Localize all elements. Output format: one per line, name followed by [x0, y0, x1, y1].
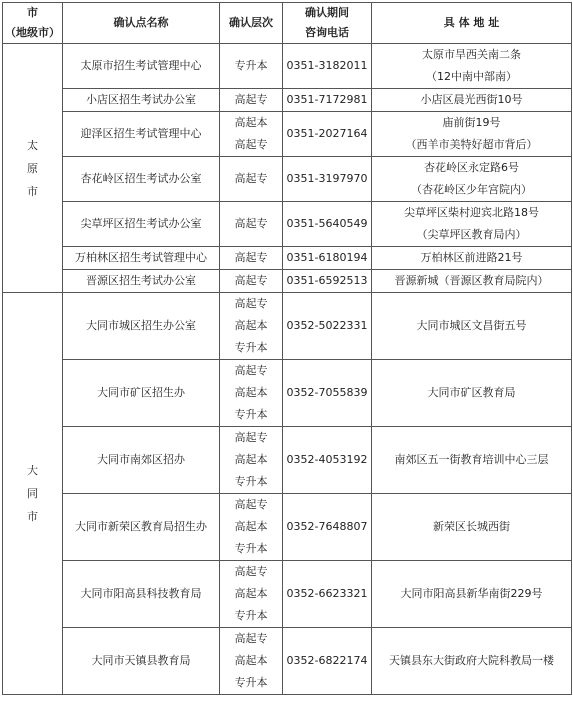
table-row — [3, 44, 572, 89]
address-cell — [372, 561, 572, 628]
level-cell — [220, 360, 283, 427]
phone-cell: 0351-3182011 — [283, 44, 372, 89]
level-item: 高起专 — [234, 172, 268, 185]
address-line: 大同市矿区教育局 — [427, 386, 516, 399]
address-line: 庙前街19号 — [442, 116, 501, 129]
city-char: 同 — [27, 487, 38, 500]
level-cell — [220, 247, 283, 270]
city-char: 大 — [27, 464, 38, 477]
address-line: 小店区晨光西街10号 — [420, 93, 523, 106]
point-name: 大同市阳高县科技教育局 — [63, 561, 220, 628]
level-cell — [220, 561, 283, 628]
table-row — [3, 89, 572, 112]
level-item: 高起专 — [234, 138, 268, 151]
table-row — [3, 494, 572, 561]
level-item: 高起专 — [234, 93, 268, 106]
header-city-line1: 市 — [27, 6, 38, 19]
phone-cell: 0352-7055839 — [283, 360, 372, 427]
address-cell — [372, 44, 572, 89]
point-name: 万柏林区招生考试管理中心 — [63, 247, 220, 270]
confirmation-points-table — [2, 2, 572, 695]
point-name: 太原市招生考试管理中心 — [63, 44, 220, 89]
address-line: 大同市阳高县新华南街229号 — [400, 587, 543, 600]
level-item: 高起本 — [234, 116, 268, 129]
level-item: 高起专 — [234, 565, 268, 578]
level-item: 专升本 — [234, 341, 268, 354]
level-cell — [220, 427, 283, 494]
level-item: 高起专 — [234, 217, 268, 230]
level-cell — [220, 157, 283, 202]
point-name: 大同市城区招生办公室 — [63, 293, 220, 360]
header-phone-line1: 确认期间 — [305, 6, 349, 19]
level-item: 高起专 — [234, 498, 268, 511]
city-cell — [3, 44, 63, 293]
address-line: 尖草坪区柴村迎宾北路18号 — [404, 206, 539, 219]
address-line: 太原市旱西关南二条 — [422, 48, 521, 61]
table-row — [3, 202, 572, 247]
table-row — [3, 293, 572, 360]
address-line: （尖草坪区教育局内） — [416, 228, 527, 241]
level-item: 高起专 — [234, 431, 268, 444]
level-item: 高起专 — [234, 251, 268, 264]
level-item: 专升本 — [234, 609, 268, 622]
header-phone-line2: 咨询电话 — [305, 26, 349, 39]
address-cell — [372, 157, 572, 202]
city-cell — [3, 293, 63, 695]
phone-cell: 0352-6623321 — [283, 561, 372, 628]
address-line: 新荣区长城西街 — [433, 520, 510, 533]
level-item: 专升本 — [234, 59, 268, 72]
header-address: 具 体 地 址 — [372, 3, 572, 44]
header-name: 确认点名称 — [63, 3, 220, 44]
level-item: 专升本 — [234, 542, 268, 555]
header-level: 确认层次 — [220, 3, 283, 44]
address-line: 大同市城区文昌街五号 — [416, 319, 527, 332]
city-char: 原 — [27, 161, 38, 175]
level-item: 专升本 — [234, 475, 268, 488]
level-item: 高起专 — [234, 297, 268, 310]
address-cell — [372, 628, 572, 695]
level-item: 高起专 — [234, 364, 268, 377]
point-name: 迎泽区招生考试管理中心 — [63, 112, 220, 157]
point-name: 尖草坪区招生考试办公室 — [63, 202, 220, 247]
table-row — [3, 360, 572, 427]
level-cell — [220, 112, 283, 157]
level-cell — [220, 202, 283, 247]
header-phone — [283, 3, 372, 44]
level-cell — [220, 270, 283, 293]
level-item: 高起本 — [234, 386, 268, 399]
phone-cell: 0352-5022331 — [283, 293, 372, 360]
phone-cell: 0351-3197970 — [283, 157, 372, 202]
level-item: 高起本 — [234, 453, 268, 466]
table-row — [3, 157, 572, 202]
address-cell — [372, 112, 572, 157]
point-name: 晋源区招生考试办公室 — [63, 270, 220, 293]
level-item: 高起本 — [234, 319, 268, 332]
address-cell — [372, 89, 572, 112]
level-cell — [220, 628, 283, 695]
address-line: 晋源新城（晋源区教育局院内） — [394, 274, 549, 287]
point-name: 大同市南郊区招办 — [63, 427, 220, 494]
address-line: （杏花岭区少年宫院内） — [411, 183, 532, 196]
header-row — [3, 3, 572, 44]
level-item: 高起本 — [234, 587, 268, 600]
level-item: 高起专 — [234, 632, 268, 645]
level-item: 高起本 — [234, 654, 268, 667]
level-cell — [220, 44, 283, 89]
address-cell — [372, 293, 572, 360]
level-cell — [220, 293, 283, 360]
point-name: 小店区招生考试办公室 — [63, 89, 220, 112]
phone-cell: 0352-7648807 — [283, 494, 372, 561]
address-cell — [372, 494, 572, 561]
address-line: 杏花岭区永定路6号 — [424, 161, 519, 174]
phone-cell: 0351-2027164 — [283, 112, 372, 157]
level-item: 专升本 — [234, 408, 268, 421]
level-item: 专升本 — [234, 676, 268, 689]
level-item: 高起专 — [234, 274, 268, 287]
phone-cell: 0351-5640549 — [283, 202, 372, 247]
level-item: 高起本 — [234, 520, 268, 533]
table-row — [3, 247, 572, 270]
phone-cell: 0352-4053192 — [283, 427, 372, 494]
level-cell — [220, 494, 283, 561]
table-row — [3, 270, 572, 293]
city-char: 市 — [27, 510, 38, 523]
header-city-line2: （地级市） — [5, 26, 60, 39]
address-cell — [372, 247, 572, 270]
table-row — [3, 628, 572, 695]
phone-cell: 0351-7172981 — [283, 89, 372, 112]
point-name: 大同市天镇县教育局 — [63, 628, 220, 695]
phone-cell: 0351-6180194 — [283, 247, 372, 270]
point-name: 大同市矿区招生办 — [63, 360, 220, 427]
address-cell — [372, 360, 572, 427]
address-cell — [372, 427, 572, 494]
phone-cell: 0351-6592513 — [283, 270, 372, 293]
header-city — [3, 3, 63, 44]
table-row — [3, 427, 572, 494]
level-cell — [220, 89, 283, 112]
city-char: 市 — [27, 184, 38, 198]
table-row — [3, 561, 572, 628]
table-body — [3, 44, 572, 695]
point-name: 大同市新荣区教育局招生办 — [63, 494, 220, 561]
address-cell — [372, 270, 572, 293]
point-name: 杏花岭区招生考试办公室 — [63, 157, 220, 202]
address-line: （12中南中部南） — [426, 70, 517, 83]
address-line: 天镇县东大街政府大院科教局一楼 — [389, 654, 554, 667]
address-cell — [372, 202, 572, 247]
phone-cell: 0352-6822174 — [283, 628, 372, 695]
city-char: 太 — [27, 138, 38, 152]
address-line: 万柏林区前进路21号 — [420, 251, 523, 264]
address-line: 南郊区五一街教育培训中心三层 — [394, 453, 549, 466]
table-row — [3, 112, 572, 157]
address-line: （西羊市美特好超市背后） — [405, 138, 538, 151]
